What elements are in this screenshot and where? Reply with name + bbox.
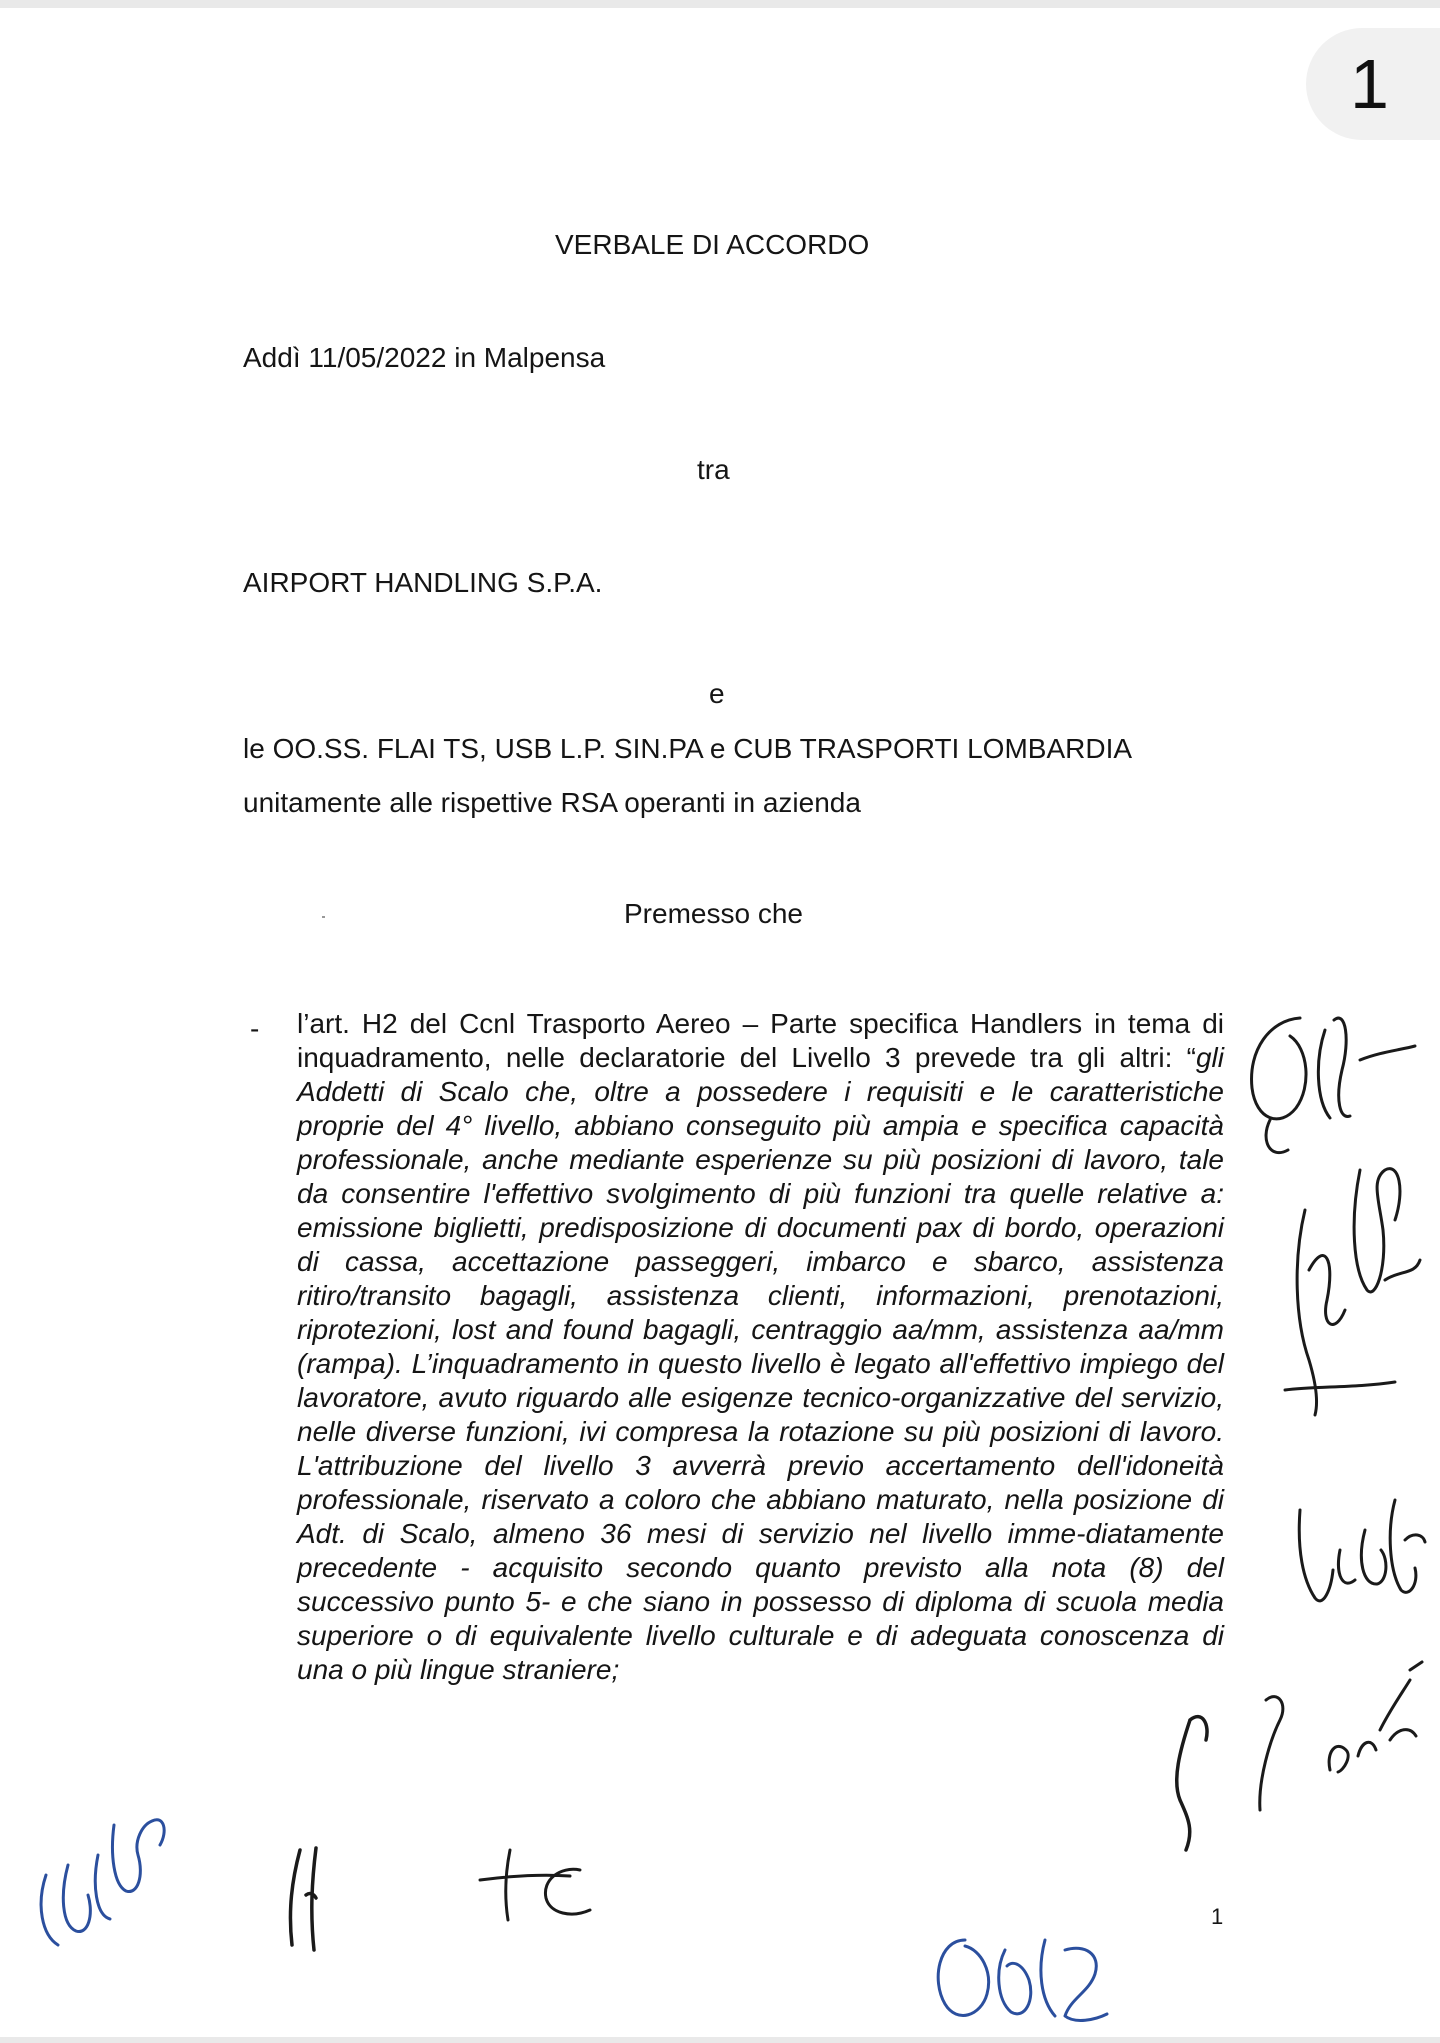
bottom-border: [0, 2037, 1440, 2043]
signature-right-4: [1240, 1660, 1430, 1820]
page-indicator-number: 1: [1350, 45, 1389, 123]
top-border: [0, 0, 1440, 8]
rsa-line: unitamente alle rispettive RSA operanti in azienda: [243, 787, 861, 818]
unions-line: le OO.SS. FLAI TS, USB L.P. SIN.PA e CUB TRASPORTI LOMBARDIA: [243, 733, 1133, 764]
scan-speck: [322, 916, 325, 918]
premise-paragraph: [297, 1007, 1224, 1687]
premise-heading: Premesso che: [624, 898, 803, 929]
and-word: e: [709, 678, 725, 709]
signature-right-5: [1150, 1700, 1230, 1860]
paragraph-intro: l’art. H2 del Ccnl Trasporto Aereo – Parte specifica Handlers in tema di inquadramento, nelle declaratorie del Livello 3 prevede tra gli altri: “: [297, 1008, 1224, 1073]
signature-left-1: [18, 1755, 178, 1955]
signature-right-3: [1285, 1480, 1430, 1620]
document-title: VERBALE DI ACCORDO: [555, 229, 870, 260]
signature-bottom-3: [925, 1920, 1115, 2030]
footer-page-number: 1: [1211, 1904, 1224, 1929]
signature-right-2: [1275, 1150, 1430, 1420]
between-word: tra: [697, 454, 730, 485]
bullet-dash: -: [250, 1013, 260, 1044]
signature-bottom-2: [470, 1840, 595, 1930]
company-name: AIRPORT HANDLING S.P.A.: [243, 567, 603, 598]
paragraph-quote: gli Addetti di Scalo che, oltre a possedere i requisiti e le caratteristiche proprie del 4° livello, abbiano conseguito più ampia e specifica capacità professionale, anche mediante esperienze su più posizioni di lavoro, tale da consentire l'effettivo svolgimento di più funzioni tra quelle relative a: emissione biglietti, predisposizione di documenti pax di bordo, operazioni di cassa, accettazione passeggeri, imbarco e sbarco, assistenza ritiro/transito bagagli, assistenza clienti, informazioni, prenotazioni, riprotezioni, lost and found bagagli, centraggio aa/mm, assistenza aa/mm (rampa). L’inquadramento in questo livello è legato all'effettivo impiego del lavoratore, avuto riguardo alle esigenze tecnico-organizzative del servizio, nelle diverse funzioni, ivi compresa la rotazione su più posizioni di lavoro. L'attribuzione del livello 3 avverrà previo accertamento dell'idoneità professionale, riservato a coloro che abbiano maturato, nella posizione di Adt. di Scalo, almeno 36 mesi di servizio nel livello imme-diatamente precedente - acquisito secondo quanto previsto alla nota (8) del successivo punto 5- e che siano in possesso di diploma di scuola media superiore o di equivalente livello culturale e di adeguata conoscenza di una o più lingue straniere;: [297, 1042, 1224, 1685]
date-place-line: Addì 11/05/2022 in Malpensa: [243, 342, 606, 373]
signature-bottom-1: [270, 1840, 350, 1955]
